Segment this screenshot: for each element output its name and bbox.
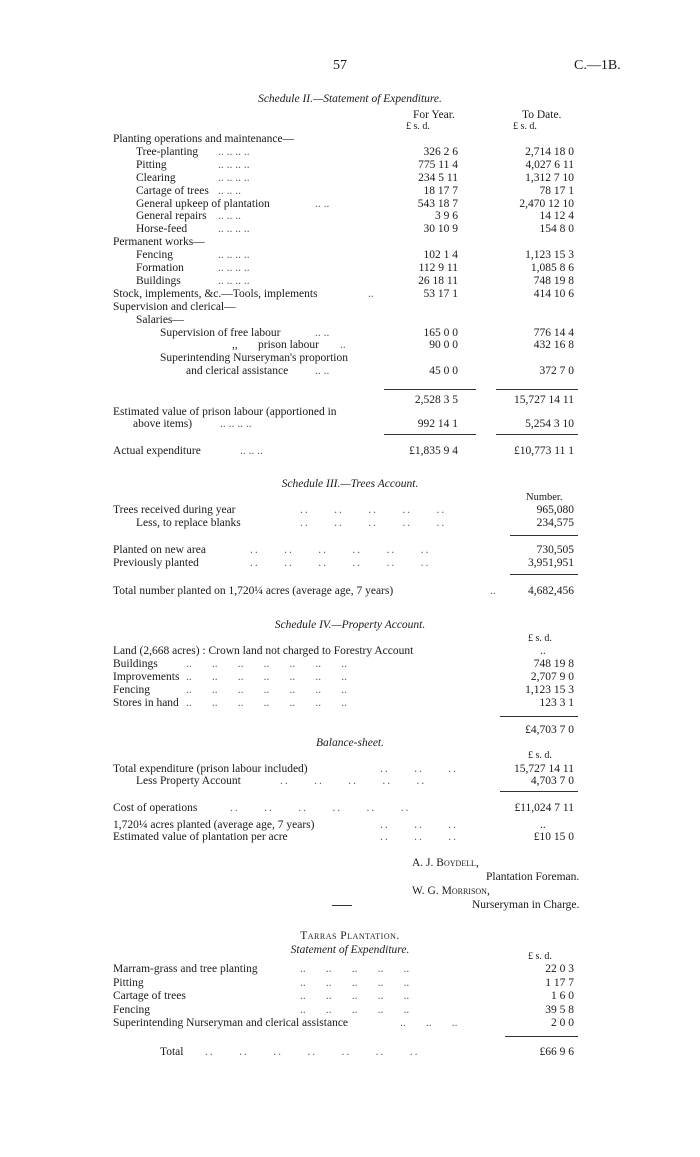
prison-labour-line-2: above items) .. .. .. .. 992 14 1 5,254 3 10 (133, 418, 574, 430)
row-label: Fencing (136, 249, 174, 262)
property-row (0, 657, 700, 671)
to-date-value: 1,312 7 10 (525, 171, 574, 184)
leader-dots: .. .. .. .. .. .. .. (186, 697, 347, 709)
expenditure-row (0, 158, 700, 172)
row-label: Stores in hand (113, 697, 179, 709)
expenditure-row (0, 184, 700, 198)
row-label: Improvements (113, 671, 180, 683)
row-label: Pitting (113, 976, 144, 989)
to-date-value: 2,470 12 10 (519, 197, 574, 210)
expenditure-row (0, 338, 700, 352)
leader-dots: .. .. .. .. .. (300, 1003, 410, 1016)
divider (510, 574, 578, 575)
divider (500, 716, 578, 717)
leader-dots: .. .. .. .. .. .. .. (186, 671, 347, 683)
tarras-heading: Tarras Plantation. (300, 930, 400, 942)
expenditure-row (0, 351, 700, 365)
leader-dots: .. .. .. .. (218, 249, 250, 262)
expenditure-row (0, 235, 700, 249)
trees-less-row: Less, to replace blanks .. .. .. .. .. 234,575 (136, 517, 574, 529)
for-year-value: 775 11 4 (418, 158, 458, 171)
trees-received-row: Trees received during year .. .. .. .. .. 965,080 (113, 504, 574, 516)
for-year-value: 3 9 6 (435, 210, 458, 223)
schedule-3-title: Schedule III.—Trees Account. (281, 478, 419, 490)
expenditure-row (0, 197, 700, 211)
leader-dots: .. .. .. .. .. .. .. (186, 684, 347, 696)
tarras-row (0, 989, 700, 1003)
row-label: General repairs (136, 210, 207, 223)
for-year-value: 102 1 4 (423, 249, 458, 262)
for-year-value: 30 10 9 (423, 223, 458, 236)
signature-name-1: A. J. Boydell, (412, 857, 479, 869)
property-row (0, 696, 700, 710)
signature-title-1: Plantation Foreman. (486, 871, 580, 883)
expenditure-row (0, 364, 700, 378)
for-year-value: 112 9 11 (418, 262, 458, 274)
row-label: Horse-feed (136, 223, 188, 236)
divider (496, 389, 578, 390)
to-date-value: 78 17 1 (539, 184, 574, 197)
to-date-value: 2,714 18 0 (525, 145, 574, 158)
schedule-2-units: £ s. d. £ s. d. (406, 121, 537, 132)
estimated-value-row: Estimated value of plantation per acre .. .. .. £10 15 0 (113, 831, 574, 843)
schedule-4-title: Schedule IV.—Property Account. (274, 619, 426, 631)
balance-units: £ s. d. (528, 750, 552, 761)
to-date-value: 776 14 4 (533, 326, 574, 339)
leader-dots: .. (340, 339, 346, 352)
leader-dots: .. .. (315, 326, 330, 339)
row-label: Salaries— (136, 313, 184, 326)
amount-value: 2,707 9 0 (530, 671, 574, 683)
amount-value: 39 5 8 (545, 1003, 574, 1016)
leader-dots: .. .. .. .. .. (300, 963, 410, 975)
for-year-value: 90 0 0 (429, 339, 458, 352)
to-date-value: 154 8 0 (539, 223, 574, 236)
row-label: Formation (136, 262, 184, 274)
divider (496, 434, 578, 435)
property-total-row: £4,703 7 0 (525, 724, 574, 736)
document-reference: C.—1B. (574, 58, 621, 73)
row-label: Planting operations and maintenance— (113, 133, 295, 145)
schedule-4-units: £ s. d. (528, 633, 552, 644)
actual-expenditure-row: Actual expenditure .. .. .. £1,835 9 4 £10,773 11 1 (113, 445, 574, 457)
tarras-total-row: Total .. .. .. .. .. .. .. £66 9 6 (160, 1046, 574, 1058)
less-property-row: Less Property Account .. .. .. .. .. 4,703 7 0 (136, 775, 574, 787)
schedule-2-title: Schedule II.—Statement of Expenditure. (258, 93, 442, 105)
row-label: Cartage of trees (136, 184, 209, 197)
to-date-value: 372 7 0 (539, 365, 574, 378)
planted-new-area-row: Planted on new area .. .. .. .. .. .. 730,505 (113, 544, 574, 556)
property-row (0, 683, 700, 697)
leader-dots: .. .. .. .. (218, 274, 250, 287)
leader-dots: .. .. .. (400, 1017, 458, 1029)
for-year-value: 543 18 7 (417, 197, 458, 210)
property-row (0, 670, 700, 684)
leader-dots: .. .. .. .. (218, 223, 250, 236)
row-label: Buildings (113, 658, 158, 670)
row-label: Superintending Nurseryman and clerical assistance (113, 1017, 349, 1029)
amount-value: 22 0 3 (545, 963, 574, 975)
expenditure-row (0, 222, 700, 236)
expenditure-row (0, 326, 700, 340)
tarras-subheading: Statement of Expenditure. (290, 944, 410, 956)
to-date-value: 14 12 4 (539, 210, 574, 223)
divider (510, 535, 578, 536)
schedule-3-column-header: Number. (526, 492, 563, 503)
for-year-value: 53 17 1 (423, 287, 458, 300)
row-label: and clerical assistance (186, 365, 289, 378)
for-year-value: 18 17 7 (423, 184, 458, 197)
leader-dots: .. .. .. .. .. (300, 990, 410, 1002)
ditto-mark: ,, (232, 339, 238, 352)
row-label: Fencing (113, 684, 151, 696)
expenditure-row (0, 261, 700, 275)
signature-name-2: W. G. Morrison, (412, 885, 490, 897)
row-label: prison labour (258, 339, 320, 352)
tarras-row (0, 1016, 700, 1030)
row-label: Buildings (136, 274, 181, 287)
for-year-value: 165 0 0 (423, 326, 458, 339)
row-label: Supervision of free labour (160, 326, 281, 339)
leader-dots: .. .. .. .. (218, 145, 250, 158)
leader-dots: .. .. .. .. (218, 171, 250, 184)
total-planted-row: Total number planted on 1,720¼ acres (average age, 7 years) .. 4,682,456 (113, 585, 574, 597)
expenditure-row (0, 209, 700, 223)
leader-dots: .. .. .. .. (218, 158, 250, 171)
to-date-value: 1,085 8 6 (530, 262, 574, 274)
amount-value: 123 3 1 (539, 697, 574, 709)
leader-dots: .. .. .. (218, 184, 241, 197)
expenditure-row (0, 300, 700, 314)
leader-dots: .. .. .. .. .. .. .. (186, 658, 347, 670)
tarras-units: £ s. d. (528, 951, 552, 962)
for-year-value: 234 5 11 (418, 171, 458, 184)
for-year-value: 326 2 6 (423, 145, 458, 158)
amount-value: 2 0 0 (551, 1017, 574, 1029)
row-label: Tree-planting (136, 145, 199, 158)
schedule-2-column-headers: For Year. To Date. (413, 109, 562, 121)
for-year-value: 26 18 11 (418, 274, 458, 287)
land-row: Land (2,668 acres) : Crown land not charged to Forestry Account .. (113, 645, 546, 657)
row-label: Marram-grass and tree planting (113, 963, 258, 975)
amount-value: 1 6 0 (551, 990, 574, 1002)
divider (384, 434, 476, 435)
expenditure-row (0, 171, 700, 185)
amount-value: 1 17 7 (545, 976, 574, 989)
acres-planted-row: 1,720¼ acres planted (average age, 7 years) .. .. .. .. (113, 819, 546, 831)
balance-sheet-title: Balance-sheet. (315, 737, 384, 749)
expenditure-row (0, 274, 700, 288)
row-label: Supervision and clerical— (113, 300, 236, 313)
row-label: Pitting (136, 158, 167, 171)
divider (505, 1036, 578, 1037)
leader-dots: .. .. .. (218, 210, 241, 223)
leader-dots: .. .. (315, 197, 330, 210)
expenditure-row (0, 145, 700, 159)
to-date-value: 1,123 15 3 (525, 249, 574, 262)
amount-value: 748 19 8 (533, 658, 574, 670)
row-label: General upkeep of plantation (136, 197, 270, 210)
cost-of-operations-row: Cost of operations .. .. .. .. .. .. £11,024 7 11 (113, 802, 574, 814)
page-number: 57 (333, 58, 347, 73)
amount-value: 1,123 15 3 (525, 684, 574, 696)
tarras-row (0, 1003, 700, 1017)
row-label: Stock, implements, &c.—Tools, implements (113, 287, 318, 300)
leader-dots: .. (368, 287, 374, 300)
leader-dots: .. .. .. .. (218, 262, 250, 274)
signature-title-2: Nurseryman in Charge. (472, 899, 580, 911)
schedule-2-subtotal: 2,528 3 5 15,727 14 11 (414, 394, 574, 406)
divider (500, 791, 578, 792)
tarras-row (0, 976, 700, 990)
leader-dots: .. .. (315, 365, 330, 378)
to-date-value: 414 10 6 (533, 287, 574, 300)
total-expenditure-row: Total expenditure (prison labour included) .. .. .. 15,727 14 11 (113, 763, 574, 775)
row-label: Superintending Nurseryman's proportion (160, 352, 348, 365)
row-label: Cartage of trees (113, 990, 186, 1002)
row-label: Permanent works— (113, 236, 205, 249)
leader-dots: .. .. .. .. .. (300, 976, 410, 989)
prison-labour-line-1: Estimated value of prison labour (apportioned in (113, 406, 337, 418)
divider (384, 389, 476, 390)
previously-planted-row: Previously planted .. .. .. .. .. .. 3,951,951 (113, 557, 574, 569)
to-date-value: 748 19 8 (533, 274, 574, 287)
row-label: Clearing (136, 171, 176, 184)
row-label: Fencing (113, 1003, 151, 1016)
to-date-value: 4,027 6 11 (525, 158, 574, 171)
expenditure-row (0, 287, 700, 301)
expenditure-row (0, 132, 700, 146)
for-year-value: 45 0 0 (429, 365, 458, 378)
tarras-row (0, 962, 700, 976)
to-date-value: 432 16 8 (533, 339, 574, 352)
expenditure-row (0, 313, 700, 327)
expenditure-row (0, 248, 700, 262)
